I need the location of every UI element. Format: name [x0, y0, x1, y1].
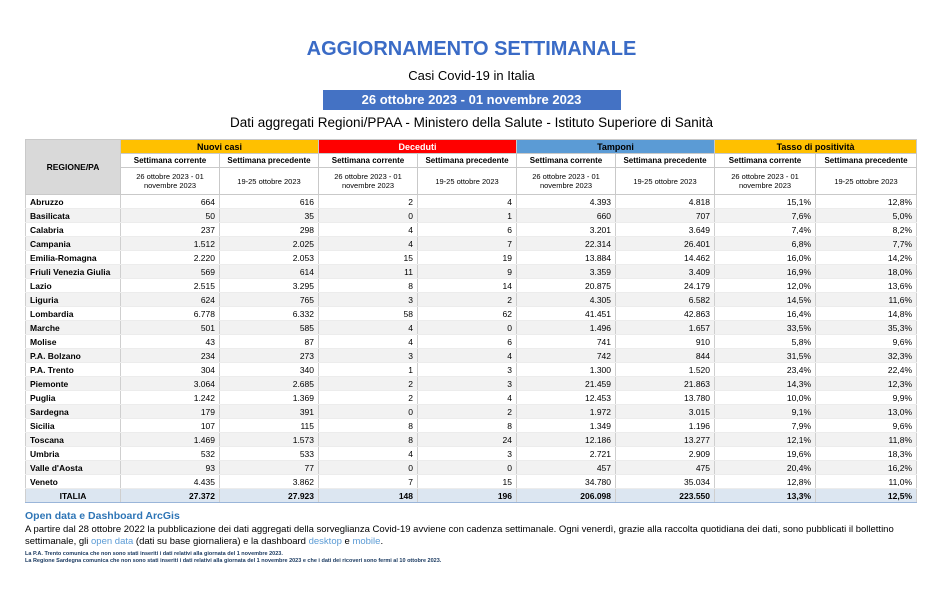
- value-cell: 475: [616, 461, 715, 475]
- value-cell: 13,0%: [816, 405, 917, 419]
- value-cell: 35: [220, 209, 319, 223]
- value-cell: 87: [220, 335, 319, 349]
- value-cell: 3.359: [517, 265, 616, 279]
- value-cell: 532: [121, 447, 220, 461]
- value-cell: 12,1%: [715, 433, 816, 447]
- footer-text: e: [341, 536, 353, 548]
- table-row: [26, 307, 917, 321]
- value-cell: 115: [220, 419, 319, 433]
- week-current-header: Settimana corrente: [517, 154, 616, 168]
- value-cell: 9: [418, 265, 517, 279]
- value-cell: 7,6%: [715, 209, 816, 223]
- value-cell: 3.295: [220, 279, 319, 293]
- value-cell: 1.349: [517, 419, 616, 433]
- value-cell: 4.435: [121, 475, 220, 489]
- value-cell: 13.277: [616, 433, 715, 447]
- value-cell: 4.818: [616, 195, 715, 209]
- value-cell: 2.053: [220, 251, 319, 265]
- date-previous-header: 19-25 ottobre 2023: [816, 168, 917, 195]
- region-name: Sardegna: [26, 405, 121, 419]
- value-cell: 12.453: [517, 391, 616, 405]
- date-range-banner: 26 ottobre 2023 - 01 novembre 2023: [323, 90, 621, 110]
- value-cell: 1: [319, 363, 418, 377]
- value-cell: 616: [220, 195, 319, 209]
- region-name: Marche: [26, 321, 121, 335]
- value-cell: 148: [319, 489, 418, 503]
- value-cell: 660: [517, 209, 616, 223]
- value-cell: 457: [517, 461, 616, 475]
- desktop-dashboard-link[interactable]: desktop: [308, 536, 342, 548]
- value-cell: 12,0%: [715, 279, 816, 293]
- value-cell: 7,9%: [715, 419, 816, 433]
- value-cell: 21.863: [616, 377, 715, 391]
- value-cell: 1.520: [616, 363, 715, 377]
- value-cell: 765: [220, 293, 319, 307]
- footer-text: .: [380, 536, 384, 548]
- table-row: [26, 377, 917, 391]
- value-cell: 2: [418, 293, 517, 307]
- date-current-header: 26 ottobre 2023 - 01 novembre 2023: [319, 168, 418, 195]
- table-row: [26, 447, 917, 461]
- footnote-trento: La P.A. Trento comunica che non sono stati inseriti i dati relativi alla giornata del 1 novembre 2023.: [25, 551, 283, 558]
- value-cell: 1.196: [616, 419, 715, 433]
- value-cell: 3: [418, 447, 517, 461]
- total-row: [26, 489, 917, 503]
- region-name: Sicilia: [26, 419, 121, 433]
- footer-paragraph: [25, 524, 918, 548]
- week-current-header: Settimana corrente: [121, 154, 220, 168]
- region-name: Calabria: [26, 223, 121, 237]
- mobile-dashboard-link[interactable]: mobile: [352, 536, 381, 548]
- value-cell: 8: [319, 419, 418, 433]
- week-previous-header: Settimana precedente: [418, 154, 517, 168]
- value-cell: 18,0%: [816, 265, 917, 279]
- group-header-deceduti: Deceduti: [319, 140, 517, 154]
- value-cell: 614: [220, 265, 319, 279]
- value-cell: 6,8%: [715, 237, 816, 251]
- value-cell: 11,0%: [816, 475, 917, 489]
- value-cell: 31,5%: [715, 349, 816, 363]
- value-cell: 3.064: [121, 377, 220, 391]
- week-previous-header: Settimana precedente: [616, 154, 715, 168]
- table-header: [26, 140, 917, 195]
- value-cell: 4.393: [517, 195, 616, 209]
- region-column-header: REGIONE/PA: [26, 140, 121, 195]
- date-current-header: 26 ottobre 2023 - 01 novembre 2023: [517, 168, 616, 195]
- value-cell: 24: [418, 433, 517, 447]
- value-cell: 12,5%: [816, 489, 917, 503]
- value-cell: 2.685: [220, 377, 319, 391]
- value-cell: 15: [418, 475, 517, 489]
- table-row: [26, 195, 917, 209]
- footnote-sardegna: La Regione Sardegna comunica che non sono stati inseriti i dati relativi alla giornata del 1 novembre 2023 e che i dati dei ricoveri sono fermi al 10 ottobre 2023.: [25, 558, 442, 565]
- value-cell: 18,3%: [816, 447, 917, 461]
- value-cell: 14,8%: [816, 307, 917, 321]
- value-cell: 206.098: [517, 489, 616, 503]
- value-cell: 585: [220, 321, 319, 335]
- region-name: Molise: [26, 335, 121, 349]
- footer-heading: Open data e Dashboard ArcGis: [25, 510, 180, 522]
- value-cell: 14: [418, 279, 517, 293]
- value-cell: 22.314: [517, 237, 616, 251]
- value-cell: 0: [418, 321, 517, 335]
- value-cell: 4: [418, 349, 517, 363]
- value-cell: 12,8%: [715, 475, 816, 489]
- value-cell: 533: [220, 447, 319, 461]
- value-cell: 298: [220, 223, 319, 237]
- value-cell: 3.409: [616, 265, 715, 279]
- value-cell: 58: [319, 307, 418, 321]
- value-cell: 12,3%: [816, 377, 917, 391]
- value-cell: 742: [517, 349, 616, 363]
- value-cell: 9,6%: [816, 419, 917, 433]
- value-cell: 2.025: [220, 237, 319, 251]
- value-cell: 4.305: [517, 293, 616, 307]
- region-name: Lazio: [26, 279, 121, 293]
- table-row: [26, 293, 917, 307]
- table-body: [26, 195, 917, 503]
- value-cell: 41.451: [517, 307, 616, 321]
- value-cell: 844: [616, 349, 715, 363]
- date-previous-header: 19-25 ottobre 2023: [418, 168, 517, 195]
- week-current-header: Settimana corrente: [319, 154, 418, 168]
- value-cell: 304: [121, 363, 220, 377]
- report-footer: [25, 510, 918, 565]
- value-cell: 234: [121, 349, 220, 363]
- source-line: Dati aggregati Regioni/PPAA - Ministero della Salute - Istituto Superiore di Sanità: [229, 115, 713, 130]
- report-header: [0, 0, 943, 130]
- value-cell: 4: [319, 223, 418, 237]
- value-cell: 19: [418, 251, 517, 265]
- value-cell: 624: [121, 293, 220, 307]
- value-cell: 14.462: [616, 251, 715, 265]
- value-cell: 8,2%: [816, 223, 917, 237]
- value-cell: 9,6%: [816, 335, 917, 349]
- value-cell: 34.780: [517, 475, 616, 489]
- table-row: [26, 433, 917, 447]
- value-cell: 13.884: [517, 251, 616, 265]
- value-cell: 273: [220, 349, 319, 363]
- value-cell: 5,0%: [816, 209, 917, 223]
- table-row: [26, 405, 917, 419]
- value-cell: 14,2%: [816, 251, 917, 265]
- value-cell: 19,6%: [715, 447, 816, 461]
- value-cell: 0: [319, 209, 418, 223]
- value-cell: 35.034: [616, 475, 715, 489]
- value-cell: 1.657: [616, 321, 715, 335]
- value-cell: 6.778: [121, 307, 220, 321]
- region-name: Liguria: [26, 293, 121, 307]
- value-cell: 35,3%: [816, 321, 917, 335]
- value-cell: 107: [121, 419, 220, 433]
- value-cell: 1.972: [517, 405, 616, 419]
- value-cell: 569: [121, 265, 220, 279]
- value-cell: 6.582: [616, 293, 715, 307]
- region-name: ITALIA: [26, 489, 121, 503]
- value-cell: 7: [418, 237, 517, 251]
- table-row: [26, 237, 917, 251]
- value-cell: 1.496: [517, 321, 616, 335]
- value-cell: 2.515: [121, 279, 220, 293]
- open-data-link[interactable]: open data: [91, 536, 134, 548]
- value-cell: 6: [418, 223, 517, 237]
- value-cell: 50: [121, 209, 220, 223]
- value-cell: 42.863: [616, 307, 715, 321]
- value-cell: 13,6%: [816, 279, 917, 293]
- value-cell: 223.550: [616, 489, 715, 503]
- value-cell: 3.649: [616, 223, 715, 237]
- value-cell: 20,4%: [715, 461, 816, 475]
- week-previous-header: Settimana precedente: [816, 154, 917, 168]
- value-cell: 32,3%: [816, 349, 917, 363]
- value-cell: 20.875: [517, 279, 616, 293]
- date-previous-header: 19-25 ottobre 2023: [616, 168, 715, 195]
- table-row: [26, 223, 917, 237]
- value-cell: 196: [418, 489, 517, 503]
- value-cell: 12,8%: [816, 195, 917, 209]
- table-row: [26, 349, 917, 363]
- value-cell: 6: [418, 335, 517, 349]
- value-cell: 2: [319, 195, 418, 209]
- value-cell: 8: [319, 279, 418, 293]
- footer-text: (dati su base giornaliera) e la dashboard: [133, 536, 309, 548]
- value-cell: 11,8%: [816, 433, 917, 447]
- value-cell: 2: [319, 391, 418, 405]
- value-cell: 3.201: [517, 223, 616, 237]
- value-cell: 237: [121, 223, 220, 237]
- value-cell: 4: [418, 195, 517, 209]
- value-cell: 4: [418, 391, 517, 405]
- value-cell: 11,6%: [816, 293, 917, 307]
- table-row: [26, 321, 917, 335]
- table-row: [26, 279, 917, 293]
- value-cell: 16,2%: [816, 461, 917, 475]
- value-cell: 33,5%: [715, 321, 816, 335]
- value-cell: 1: [418, 209, 517, 223]
- value-cell: 2.909: [616, 447, 715, 461]
- value-cell: 10,0%: [715, 391, 816, 405]
- value-cell: 4: [319, 335, 418, 349]
- value-cell: 0: [319, 461, 418, 475]
- value-cell: 2: [418, 405, 517, 419]
- value-cell: 910: [616, 335, 715, 349]
- value-cell: 1.300: [517, 363, 616, 377]
- covid-data-table: [25, 139, 917, 503]
- group-header-tasso-positivita: Tasso di positività: [715, 140, 917, 154]
- date-previous-header: 19-25 ottobre 2023: [220, 168, 319, 195]
- value-cell: 2: [319, 377, 418, 391]
- region-name: Emilia-Romagna: [26, 251, 121, 265]
- value-cell: 2.721: [517, 447, 616, 461]
- value-cell: 26.401: [616, 237, 715, 251]
- region-name: Abruzzo: [26, 195, 121, 209]
- value-cell: 13,3%: [715, 489, 816, 503]
- value-cell: 2.220: [121, 251, 220, 265]
- value-cell: 1.469: [121, 433, 220, 447]
- table-row: [26, 475, 917, 489]
- region-name: Lombardia: [26, 307, 121, 321]
- table-row: [26, 265, 917, 279]
- value-cell: 1.369: [220, 391, 319, 405]
- value-cell: 7,7%: [816, 237, 917, 251]
- value-cell: 13.780: [616, 391, 715, 405]
- value-cell: 7,4%: [715, 223, 816, 237]
- value-cell: 43: [121, 335, 220, 349]
- value-cell: 1.512: [121, 237, 220, 251]
- value-cell: 21.459: [517, 377, 616, 391]
- value-cell: 664: [121, 195, 220, 209]
- value-cell: 9,9%: [816, 391, 917, 405]
- value-cell: 3: [418, 363, 517, 377]
- value-cell: 5,8%: [715, 335, 816, 349]
- table-row: [26, 391, 917, 405]
- region-name: Puglia: [26, 391, 121, 405]
- value-cell: 7: [319, 475, 418, 489]
- value-cell: 8: [418, 419, 517, 433]
- value-cell: 3: [319, 293, 418, 307]
- week-current-header: Settimana corrente: [715, 154, 816, 168]
- table-row: [26, 251, 917, 265]
- value-cell: 340: [220, 363, 319, 377]
- value-cell: 11: [319, 265, 418, 279]
- value-cell: 16,0%: [715, 251, 816, 265]
- value-cell: 391: [220, 405, 319, 419]
- value-cell: 15: [319, 251, 418, 265]
- table-row: [26, 363, 917, 377]
- value-cell: 93: [121, 461, 220, 475]
- value-cell: 15,1%: [715, 195, 816, 209]
- value-cell: 23,4%: [715, 363, 816, 377]
- value-cell: 24.179: [616, 279, 715, 293]
- value-cell: 4: [319, 321, 418, 335]
- region-name: Veneto: [26, 475, 121, 489]
- value-cell: 1.573: [220, 433, 319, 447]
- region-name: Toscana: [26, 433, 121, 447]
- value-cell: 4: [319, 447, 418, 461]
- value-cell: 707: [616, 209, 715, 223]
- page-subtitle: Casi Covid-19 in Italia: [408, 68, 535, 83]
- value-cell: 16,4%: [715, 307, 816, 321]
- value-cell: 0: [418, 461, 517, 475]
- value-cell: 0: [319, 405, 418, 419]
- value-cell: 4: [319, 237, 418, 251]
- value-cell: 3: [319, 349, 418, 363]
- table-row: [26, 419, 917, 433]
- table-row: [26, 335, 917, 349]
- value-cell: 14,3%: [715, 377, 816, 391]
- value-cell: 14,5%: [715, 293, 816, 307]
- value-cell: 179: [121, 405, 220, 419]
- value-cell: 3.862: [220, 475, 319, 489]
- table-row: [26, 209, 917, 223]
- value-cell: 8: [319, 433, 418, 447]
- value-cell: 741: [517, 335, 616, 349]
- date-current-header: 26 ottobre 2023 - 01 novembre 2023: [121, 168, 220, 195]
- footer-text: A partire dal 28 ottobre 2022 la pubblicazione dei dati aggregati della sorveglianza Covid-19 avviene con cadenza settimanale. Ogni venerdì, grazie alla raccolta quotidiana dei dati, sono pubblicati il bollettino settimanale, gli: [25, 524, 894, 548]
- region-name: P.A. Trento: [26, 363, 121, 377]
- page-title: AGGIORNAMENTO SETTIMANALE: [306, 38, 637, 60]
- value-cell: 27.372: [121, 489, 220, 503]
- region-name: Friuli Venezia Giulia: [26, 265, 121, 279]
- region-name: Basilicata: [26, 209, 121, 223]
- group-header-tamponi: Tamponi: [517, 140, 715, 154]
- value-cell: 77: [220, 461, 319, 475]
- table-row: [26, 461, 917, 475]
- value-cell: 16,9%: [715, 265, 816, 279]
- value-cell: 6.332: [220, 307, 319, 321]
- value-cell: 62: [418, 307, 517, 321]
- date-current-header: 26 ottobre 2023 - 01 novembre 2023: [715, 168, 816, 195]
- group-header-nuovi-casi: Nuovi casi: [121, 140, 319, 154]
- value-cell: 22,4%: [816, 363, 917, 377]
- value-cell: 3: [418, 377, 517, 391]
- region-name: Campania: [26, 237, 121, 251]
- value-cell: 501: [121, 321, 220, 335]
- week-previous-header: Settimana precedente: [220, 154, 319, 168]
- region-name: P.A. Bolzano: [26, 349, 121, 363]
- value-cell: 1.242: [121, 391, 220, 405]
- value-cell: 27.923: [220, 489, 319, 503]
- value-cell: 3.015: [616, 405, 715, 419]
- value-cell: 9,1%: [715, 405, 816, 419]
- value-cell: 12.186: [517, 433, 616, 447]
- region-name: Umbria: [26, 447, 121, 461]
- region-name: Valle d'Aosta: [26, 461, 121, 475]
- region-name: Piemonte: [26, 377, 121, 391]
